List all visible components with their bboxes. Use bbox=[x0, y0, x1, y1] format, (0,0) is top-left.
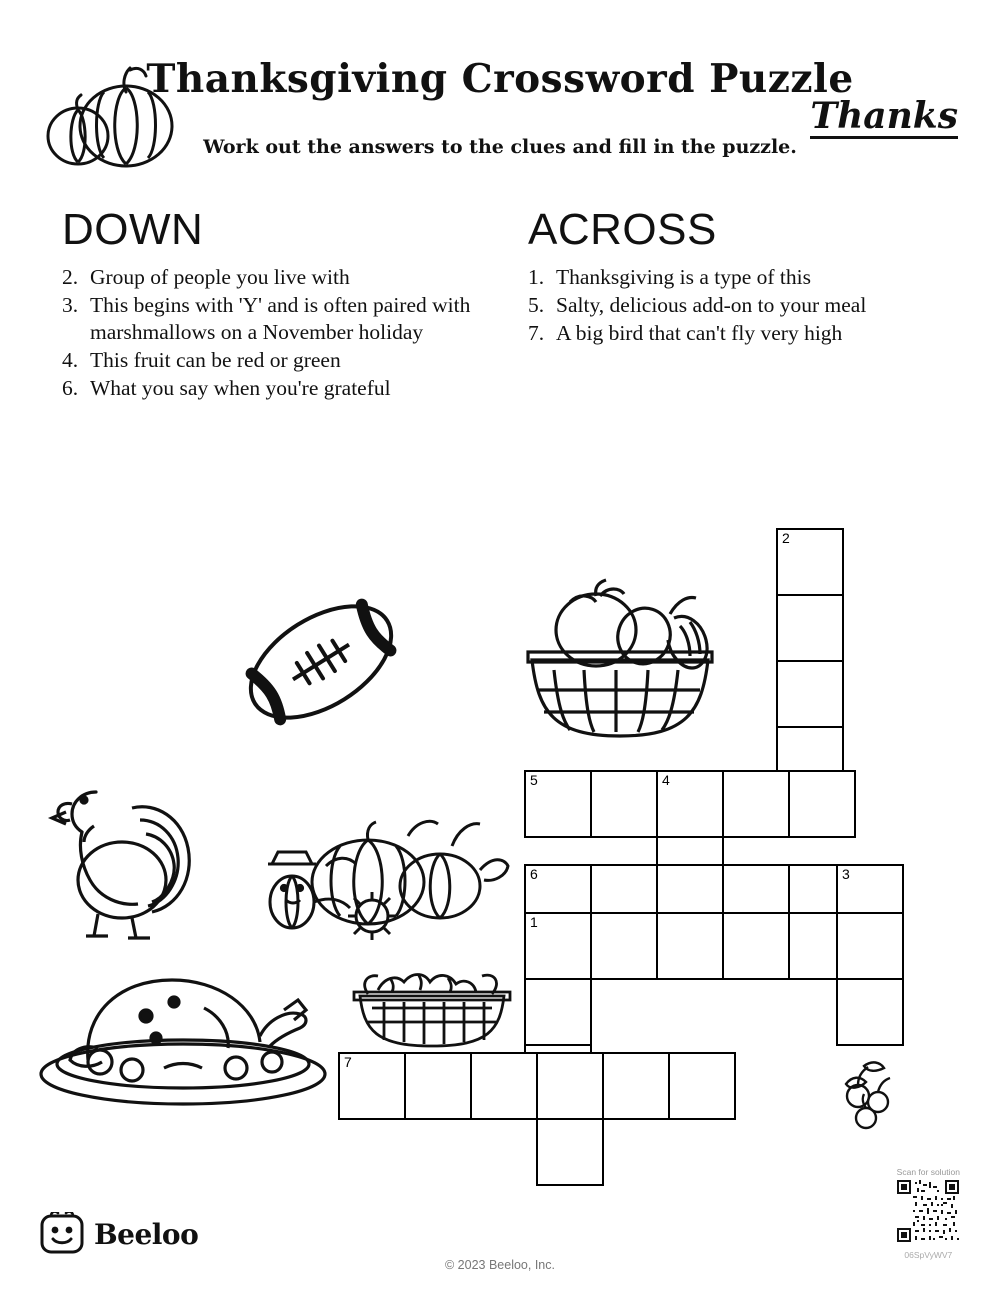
qr-label: Scan for solution bbox=[896, 1167, 960, 1177]
clue-text: Thanksgiving is a type of this bbox=[556, 265, 811, 289]
clue-text: Group of people you live with bbox=[90, 265, 350, 289]
brand-logo bbox=[40, 1212, 198, 1256]
cell-number: 6 bbox=[530, 866, 538, 882]
clue-across-1 bbox=[528, 264, 948, 291]
page-title: Thanksgiving Crossword Puzzle bbox=[146, 56, 854, 102]
clue-down-3 bbox=[62, 292, 502, 346]
grid-cell[interactable] bbox=[524, 978, 592, 1046]
clue-number: 2. bbox=[62, 265, 79, 289]
grid-cell[interactable] bbox=[536, 1052, 604, 1120]
cell-number: 3 bbox=[842, 866, 850, 882]
grid-cell[interactable] bbox=[776, 660, 844, 728]
clue-number: 6. bbox=[62, 376, 79, 400]
bread-basket-illustration bbox=[342, 952, 522, 1062]
thanks-script-word: Thanks bbox=[810, 95, 958, 137]
clue-number: 3. bbox=[62, 293, 79, 317]
clue-text: This fruit can be red or green bbox=[90, 348, 341, 372]
clue-down-2 bbox=[62, 264, 502, 291]
grid-cell[interactable] bbox=[668, 1052, 736, 1120]
football-illustration bbox=[236, 572, 406, 752]
grid-cell[interactable] bbox=[722, 912, 790, 980]
clue-text: Salty, delicious add-on to your meal bbox=[556, 293, 867, 317]
page-subtitle: Work out the answers to the clues and fill in the puzzle. bbox=[203, 136, 797, 158]
cranberries-illustration bbox=[836, 1056, 898, 1138]
grid-cell[interactable] bbox=[536, 1118, 604, 1186]
qr-section bbox=[897, 1167, 960, 1260]
clue-number: 5. bbox=[528, 293, 545, 317]
grid-cell[interactable] bbox=[836, 978, 904, 1046]
grid-cell[interactable] bbox=[524, 770, 592, 838]
clues-across-column bbox=[528, 205, 948, 348]
copyright-text: © 2023 Beeloo, Inc. bbox=[445, 1258, 555, 1272]
page-footer bbox=[0, 1167, 1000, 1294]
clue-down-4 bbox=[62, 347, 502, 374]
grid-cell[interactable] bbox=[590, 770, 658, 838]
clues-down-heading: DOWN bbox=[62, 205, 204, 254]
clue-number: 4. bbox=[62, 348, 79, 372]
grid-cell[interactable] bbox=[338, 1052, 406, 1120]
fruit-basket-illustration bbox=[492, 578, 742, 760]
grid-cell[interactable] bbox=[656, 770, 724, 838]
grid-cell[interactable] bbox=[602, 1052, 670, 1120]
clues-section bbox=[0, 205, 1000, 498]
roast-turkey-platter-illustration bbox=[28, 952, 338, 1112]
bee-logo-icon bbox=[40, 1212, 84, 1256]
brand-name: Beeloo bbox=[94, 1217, 199, 1251]
clues-across-heading: ACROSS bbox=[528, 205, 717, 254]
qr-code-text: 06SpVyWV7 bbox=[904, 1250, 953, 1260]
grid-cell[interactable] bbox=[788, 770, 856, 838]
cell-number: 4 bbox=[662, 772, 670, 788]
cell-number: 7 bbox=[344, 1054, 352, 1070]
clue-number: 7. bbox=[528, 321, 545, 345]
qr-code-icon[interactable] bbox=[897, 1180, 959, 1242]
cell-number: 1 bbox=[530, 914, 538, 930]
grid-cell[interactable] bbox=[722, 770, 790, 838]
clue-text: What you say when you're grateful bbox=[90, 376, 391, 400]
cell-number: 2 bbox=[782, 530, 790, 546]
clues-down-column bbox=[62, 205, 502, 403]
grid-cell[interactable] bbox=[590, 912, 658, 980]
grid-cell[interactable] bbox=[836, 912, 904, 980]
cornucopia-pumpkin-illustration bbox=[248, 790, 510, 950]
clue-down-6 bbox=[62, 375, 502, 402]
turkey-bird-illustration bbox=[36, 768, 216, 948]
grid-cell[interactable] bbox=[404, 1052, 472, 1120]
clue-text: This begins with 'Y' and is often paired with marshmallows on a November holiday bbox=[90, 293, 471, 344]
grid-cell[interactable] bbox=[776, 528, 844, 596]
page-header bbox=[0, 0, 1000, 190]
grid-cell[interactable] bbox=[524, 912, 592, 980]
clue-number: 1. bbox=[528, 265, 545, 289]
grid-cell[interactable] bbox=[656, 912, 724, 980]
clue-across-7 bbox=[528, 320, 948, 347]
clue-text: A big bird that can't fly very high bbox=[556, 321, 843, 345]
clues-down-list bbox=[62, 264, 502, 402]
grid-cell[interactable] bbox=[470, 1052, 538, 1120]
clue-across-5 bbox=[528, 292, 948, 319]
clues-across-list bbox=[528, 264, 948, 347]
cell-number: 5 bbox=[530, 772, 538, 788]
grid-cell[interactable] bbox=[776, 594, 844, 662]
